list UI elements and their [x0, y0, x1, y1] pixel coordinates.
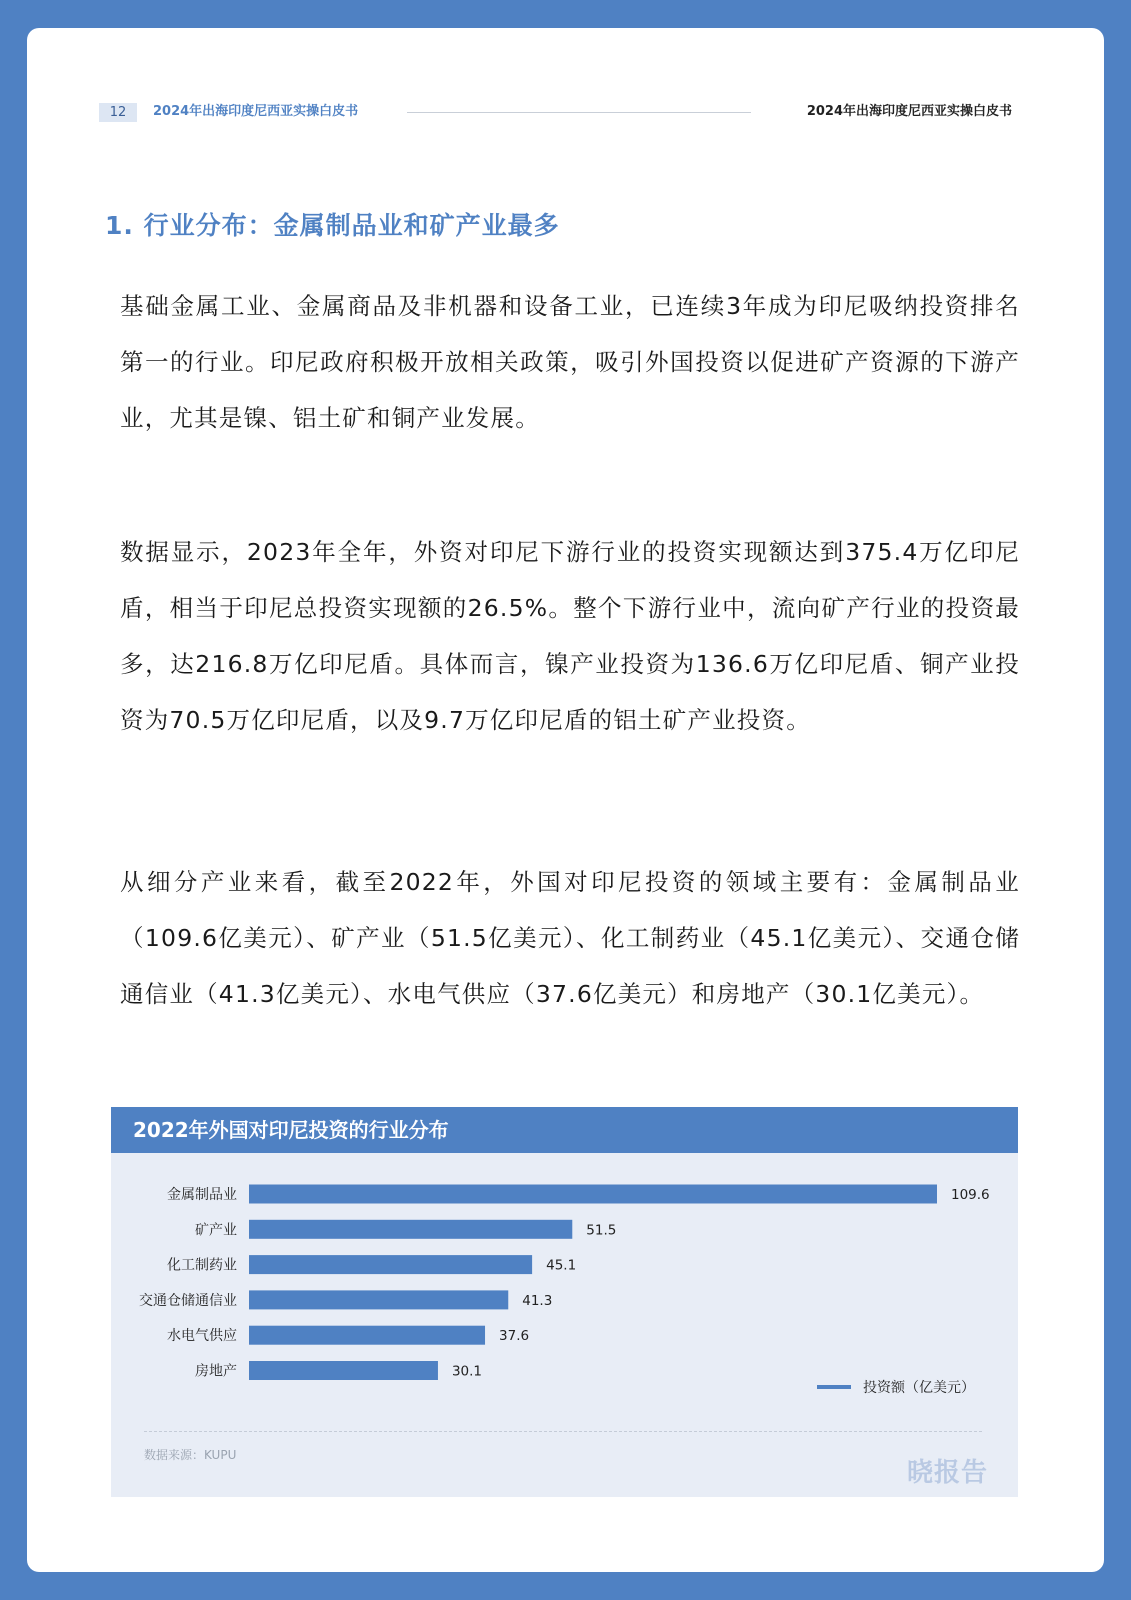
category-label: 水电气供应: [167, 1328, 237, 1345]
category-label: 房地产: [195, 1363, 237, 1380]
paragraph-1: 基础金属工业、金属商品及非机器和设备工业，已连续3年成为印尼吸纳投资排名第一的行业。印尼政府积极开放相关政策，吸引外国投资以促进矿产资源的下游产业，尤其是镍、铝土矿和铜产业发展。: [120, 292, 1020, 432]
value-label: 109.6: [951, 1187, 990, 1203]
category-label: 化工制药业: [167, 1257, 237, 1274]
chart-panel: [111, 1107, 1018, 1497]
header-left-title: 2024年出海印度尼西亚实操白皮书: [153, 104, 359, 119]
header-right-title: 2024年出海印度尼西亚实操白皮书: [806, 104, 1012, 119]
chart-footer-divider: [144, 1431, 982, 1432]
legend-label: 投资额（亿美元）: [863, 1380, 975, 1396]
page-number: 12: [99, 103, 137, 122]
section-title: 1. 行业分布：金属制品业和矿产业最多: [105, 211, 560, 240]
chart-source: 数据来源：KUPU: [144, 1448, 237, 1462]
chart-title: 2022年外国对印尼投资的行业分布: [133, 1118, 449, 1142]
chart-header: [111, 1107, 1018, 1153]
bar-chart: [111, 1153, 1018, 1423]
paragraph-3: 从细分产业来看，截至2022年，外国对印尼投资的领域主要有：金属制品业（109.6亿美元）、矿产业（51.5亿美元）、化工制药业（45.1亿美元）、交通仓储通信业（41.3亿美元）、水电气供应（37.6亿美元）和房地产（30.1亿美元）。: [120, 868, 1020, 1008]
value-label: 37.6: [499, 1328, 530, 1345]
category-label: 矿产业: [195, 1222, 237, 1239]
watermark-logo: 晓报告: [906, 1458, 988, 1488]
header-divider: [407, 112, 751, 113]
legend-swatch: [817, 1385, 851, 1389]
value-label: 45.1: [546, 1257, 577, 1274]
bar: [249, 1361, 438, 1380]
category-label: 交通仓储通信业: [139, 1292, 237, 1309]
bar: [249, 1290, 508, 1309]
category-label: 金属制品业: [167, 1187, 237, 1203]
bar: [249, 1220, 572, 1239]
value-label: 51.5: [586, 1222, 617, 1239]
bar: [249, 1255, 532, 1274]
bar: [249, 1185, 937, 1204]
value-label: 41.3: [522, 1292, 553, 1309]
paragraph-2: 数据显示，2023年全年，外资对印尼下游行业的投资实现额达到375.4万亿印尼盾，相当于印尼总投资实现额的26.5%。整个下游行业中，流向矿产行业的投资最多，达216.8万亿印尼盾。具体而言，镍产业投资为136.6万亿印尼盾、铜产业投资为70.5万亿印尼盾，以及9.7万亿印尼盾的铝土矿产业投资。: [120, 538, 1020, 734]
page: [27, 28, 1104, 1572]
value-label: 30.1: [451, 1363, 483, 1380]
bar: [249, 1326, 485, 1345]
